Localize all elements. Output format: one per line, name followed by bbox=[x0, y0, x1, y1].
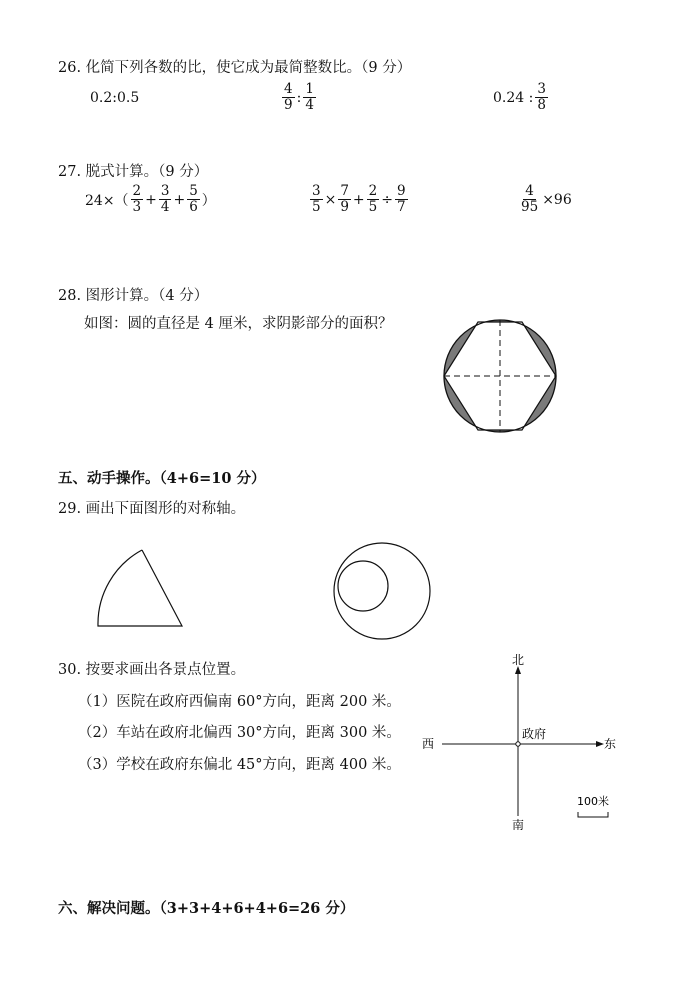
fraction: $\frac{3}{4}$ bbox=[160, 183, 170, 215]
q30-item-2: （2）车站在政府北偏西 30°方向，距离 300 米。 bbox=[78, 725, 401, 741]
compass-diagram bbox=[418, 652, 618, 842]
q27-expr-1: 24×（ $\frac{2}{3}$ + $\frac{3}{4}$ + $\frac{5}{6}$ ） bbox=[85, 183, 216, 215]
north-arrow-icon bbox=[515, 666, 521, 674]
q26-expr-1: 0.2:0.5 bbox=[90, 90, 140, 106]
q26-expr-2: $\frac{4}{9}$ : $\frac{1}{4}$ bbox=[284, 81, 314, 113]
q30-title: 30. 按要求画出各景点位置。 bbox=[58, 662, 246, 678]
q30-item-3: （3）学校在政府东偏北 45°方向，距离 400 米。 bbox=[78, 757, 401, 773]
circle-shaded-figure bbox=[438, 316, 562, 434]
q27-expr-2: $\frac{3}{5}$ × $\frac{7}{9}$ + $\frac{2}{5}$ ÷ $\frac{9}{7}$ bbox=[312, 183, 406, 215]
sector-figure bbox=[94, 546, 190, 630]
fraction: $\frac{2}{5}$ bbox=[368, 183, 378, 215]
q30-item-1: （1）医院在政府西偏南 60°方向，距离 200 米。 bbox=[78, 694, 401, 710]
fraction: $\frac{2}{3}$ bbox=[132, 183, 142, 215]
west-label: 西 bbox=[421, 737, 435, 751]
fraction: $\frac{1}{4}$ bbox=[305, 81, 314, 113]
q27-title: 27. 脱式计算。（9 分） bbox=[58, 164, 209, 180]
center-label: 政府 bbox=[522, 727, 547, 741]
section-6-title: 六、解决问题。（3+3+4+6+4+6=26 分） bbox=[58, 900, 355, 917]
fraction: $\frac{4}{9}$ bbox=[284, 81, 293, 113]
north-label: 北 bbox=[511, 653, 525, 667]
q27-expr-3: $\frac{4}{95}$ ×96 bbox=[521, 183, 572, 215]
q26-title: 26. 化简下列各数的比，使它成为最简整数比。（9 分） bbox=[58, 60, 412, 76]
east-arrow-icon bbox=[596, 741, 604, 747]
fraction: $\frac{3}{8}$ bbox=[537, 81, 546, 113]
fraction: $\frac{4}{95}$ bbox=[521, 183, 539, 215]
center-point bbox=[516, 742, 520, 746]
fraction: $\frac{9}{7}$ bbox=[396, 183, 406, 215]
outer-circle bbox=[334, 543, 430, 639]
q28-title: 28. 图形计算。（4 分） bbox=[58, 288, 209, 304]
inner-circle bbox=[338, 561, 388, 611]
fraction: $\frac{7}{9}$ bbox=[340, 183, 349, 215]
fraction: $\frac{5}{6}$ bbox=[189, 183, 198, 215]
fraction: $\frac{3}{5}$ bbox=[312, 183, 321, 215]
q29-title: 29. 画出下面图形的对称轴。 bbox=[58, 501, 246, 517]
q28-prompt: 如图：圆的直径是 4 厘米，求阴影部分的面积？ bbox=[84, 316, 393, 332]
scale-bar bbox=[578, 812, 608, 817]
south-label: 南 bbox=[511, 818, 525, 832]
east-label: 东 bbox=[603, 737, 617, 751]
q26-expr-3: 0.24 : $\frac{3}{8}$ bbox=[493, 81, 546, 113]
scale-label: 100米 bbox=[577, 795, 609, 808]
nested-circles-figure bbox=[330, 540, 434, 642]
section-5-title: 五、动手操作。（4+6=10 分） bbox=[58, 470, 266, 487]
